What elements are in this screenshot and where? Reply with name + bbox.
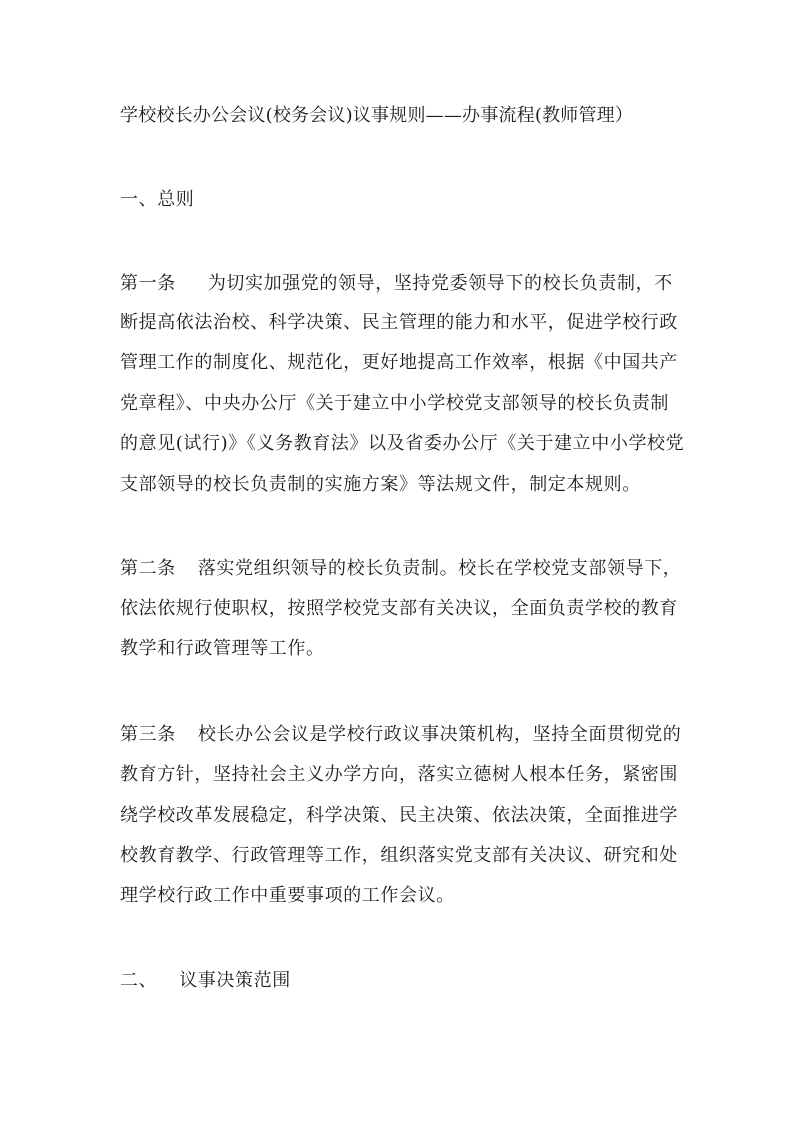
article-3-line-1	[120, 723, 681, 747]
section-number: 二、	[120, 970, 158, 991]
article-2-line-2: 依法依规行使职权，按照学校党支部有关决议，全面负责学校的教育	[120, 598, 678, 619]
article-text: 落实党组织领导的校长负责制。校长在学校党支部领导下，	[197, 558, 682, 579]
article-text: 校长办公会议是学校行政议事决策机构，坚持全面贯彻党的	[197, 724, 682, 745]
section-title: 总则	[157, 189, 195, 210]
section-heading-general	[120, 188, 194, 212]
article-label: 第二条	[120, 558, 176, 579]
document-title: 学校校长办公会议(校务会议)议事规则——办事流程(教师管理）	[120, 105, 634, 126]
article-1-line-2: 断提高依法治校、科学决策、民主管理的能力和水平，促进学校行政	[120, 312, 678, 333]
section-number: 一、	[120, 189, 158, 210]
article-label: 第三条	[120, 724, 176, 745]
section-heading-scope	[120, 969, 291, 993]
article-1-line-6: 支部领导的校长负责制的实施方案》等法规文件，制定本规则。	[120, 474, 641, 495]
article-1-line-3: 管理工作的制度化、规范化，更好地提高工作效率，根据《中国共产	[120, 352, 678, 373]
article-1-line-5: 的意见(试行)》《义务教育法》以及省委办公厅《关于建立中小学校党	[120, 433, 685, 454]
article-3-line-3: 绕学校改革发展稳定，科学决策、民主决策、依法决策，全面推进学	[120, 805, 678, 826]
article-2-line-3: 教学和行政管理等工作。	[120, 638, 325, 659]
article-1-line-4: 党章程》、中央办公厅《关于建立中小学校党支部领导的校长负责制	[120, 393, 669, 414]
article-2-line-1	[120, 557, 681, 581]
article-3-line-4: 校教育教学、行政管理等工作，组织落实党支部有关决议、研究和处	[120, 845, 678, 866]
article-text: 为切实加强党的领导，坚持党委领导下的校长负责制，不	[207, 273, 673, 294]
article-1-line-1	[120, 272, 673, 296]
article-label: 第一条	[120, 273, 176, 294]
article-3-line-2: 教育方针，坚持社会主义办学方向，落实立德树人根本任务，紧密围	[120, 764, 678, 785]
section-title: 议事决策范围	[179, 970, 291, 991]
article-3-line-5: 理学校行政工作中重要事项的工作会议。	[120, 885, 455, 906]
